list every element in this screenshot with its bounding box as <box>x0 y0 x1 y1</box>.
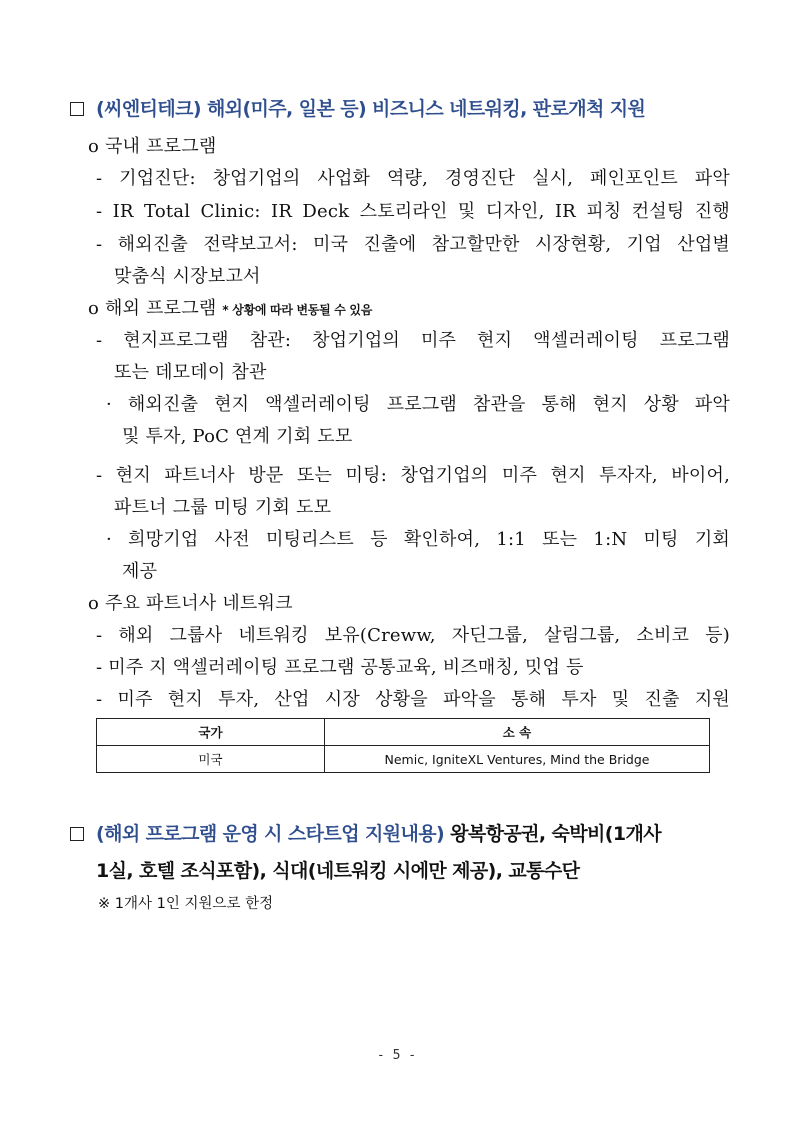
section1-title: (씨엔티테크) 해외(미주, 일본 등) 비즈니스 네트워킹, 판로개척 지원 <box>96 98 646 120</box>
domestic-heading: o 국내 프로그램 <box>88 136 217 157</box>
partner-item-1: - 해외 그룹사 네트워킹 보유(Creww, 자딘그룹, 살림그룹, 소비코 등) <box>96 625 730 646</box>
table-header-affiliation: 소 속 <box>325 719 710 746</box>
overseas-subitem-1: · 해외진출 현지 액셀러레이팅 프로그램 참관을 통해 현지 상황 파악 <box>106 394 730 415</box>
section2-note: ※ 1개사 1인 지원으로 한정 <box>98 896 274 912</box>
table-row <box>97 746 710 773</box>
table-cell-affiliation: Nemic, IgniteXL Ventures, Mind the Bridge <box>325 746 710 773</box>
overseas-heading-row <box>88 294 372 320</box>
section2-title-row <box>70 819 661 846</box>
domestic-item-1: - 기업진단: 창업기업의 사업화 역량, 경영진단 실시, 페인포인트 파악 <box>96 168 730 189</box>
overseas-subitem-2: · 희망기업 사전 미팅리스트 등 확인하여, 1:1 또는 1:N 미팅 기회 <box>106 529 730 550</box>
partner-item-3: - 미주 현지 투자, 산업 시장 상황을 파악을 통해 투자 및 진출 지원 <box>96 689 730 710</box>
domestic-item-3-cont: 맞춤식 시장보고서 <box>114 266 261 287</box>
checkbox-square-icon <box>70 827 84 841</box>
page-number: - 5 - <box>376 1048 417 1063</box>
overseas-item-1-cont: 또는 데모데이 참관 <box>114 362 267 383</box>
partner-table <box>96 718 710 773</box>
section2-title-rest: 왕복항공권, 숙박비(1개사 <box>450 823 661 845</box>
section2-title-line2: 1실, 호텔 조식포함), 식대(네트워킹 시에만 제공), 교통수단 <box>96 860 580 882</box>
section1-title-row <box>70 94 645 121</box>
overseas-subitem-2-cont: 제공 <box>122 561 158 582</box>
table-header-country: 국가 <box>97 719 325 746</box>
overseas-subitem-1-cont: 및 투자, PoC 연계 기회 도모 <box>122 426 353 447</box>
checkbox-square-icon <box>70 102 84 116</box>
overseas-note: * 상황에 따라 변동될 수 있음 <box>222 303 372 317</box>
table-header-row <box>97 719 710 746</box>
overseas-item-2-cont: 파트너 그룹 미팅 기회 도모 <box>114 497 332 518</box>
overseas-item-2: - 현지 파트너사 방문 또는 미팅: 창업기업의 미주 현지 투자자, 바이어, <box>96 465 730 486</box>
domestic-item-2: - IR Total Clinic: IR Deck 스토리라인 및 디자인, IR 피칭 컨설팅 진행 <box>96 201 730 222</box>
section2-title-blue: (해외 프로그램 운영 시 스타트업 지원내용) <box>96 823 445 845</box>
overseas-heading: o 해외 프로그램 <box>88 298 217 319</box>
partner-item-2: - 미주 지 액셀러레이팅 프로그램 공통교육, 비즈매칭, 밋업 등 <box>96 657 584 678</box>
overseas-item-1: - 현지프로그램 참관: 창업기업의 미주 현지 액셀러레이팅 프로그램 <box>96 330 730 351</box>
partner-heading: o 주요 파트너사 네트워크 <box>88 593 293 614</box>
domestic-item-3: - 해외진출 전략보고서: 미국 진출에 참고할만한 시장현황, 기업 산업별 <box>96 234 730 255</box>
table-cell-country: 미국 <box>97 746 325 773</box>
